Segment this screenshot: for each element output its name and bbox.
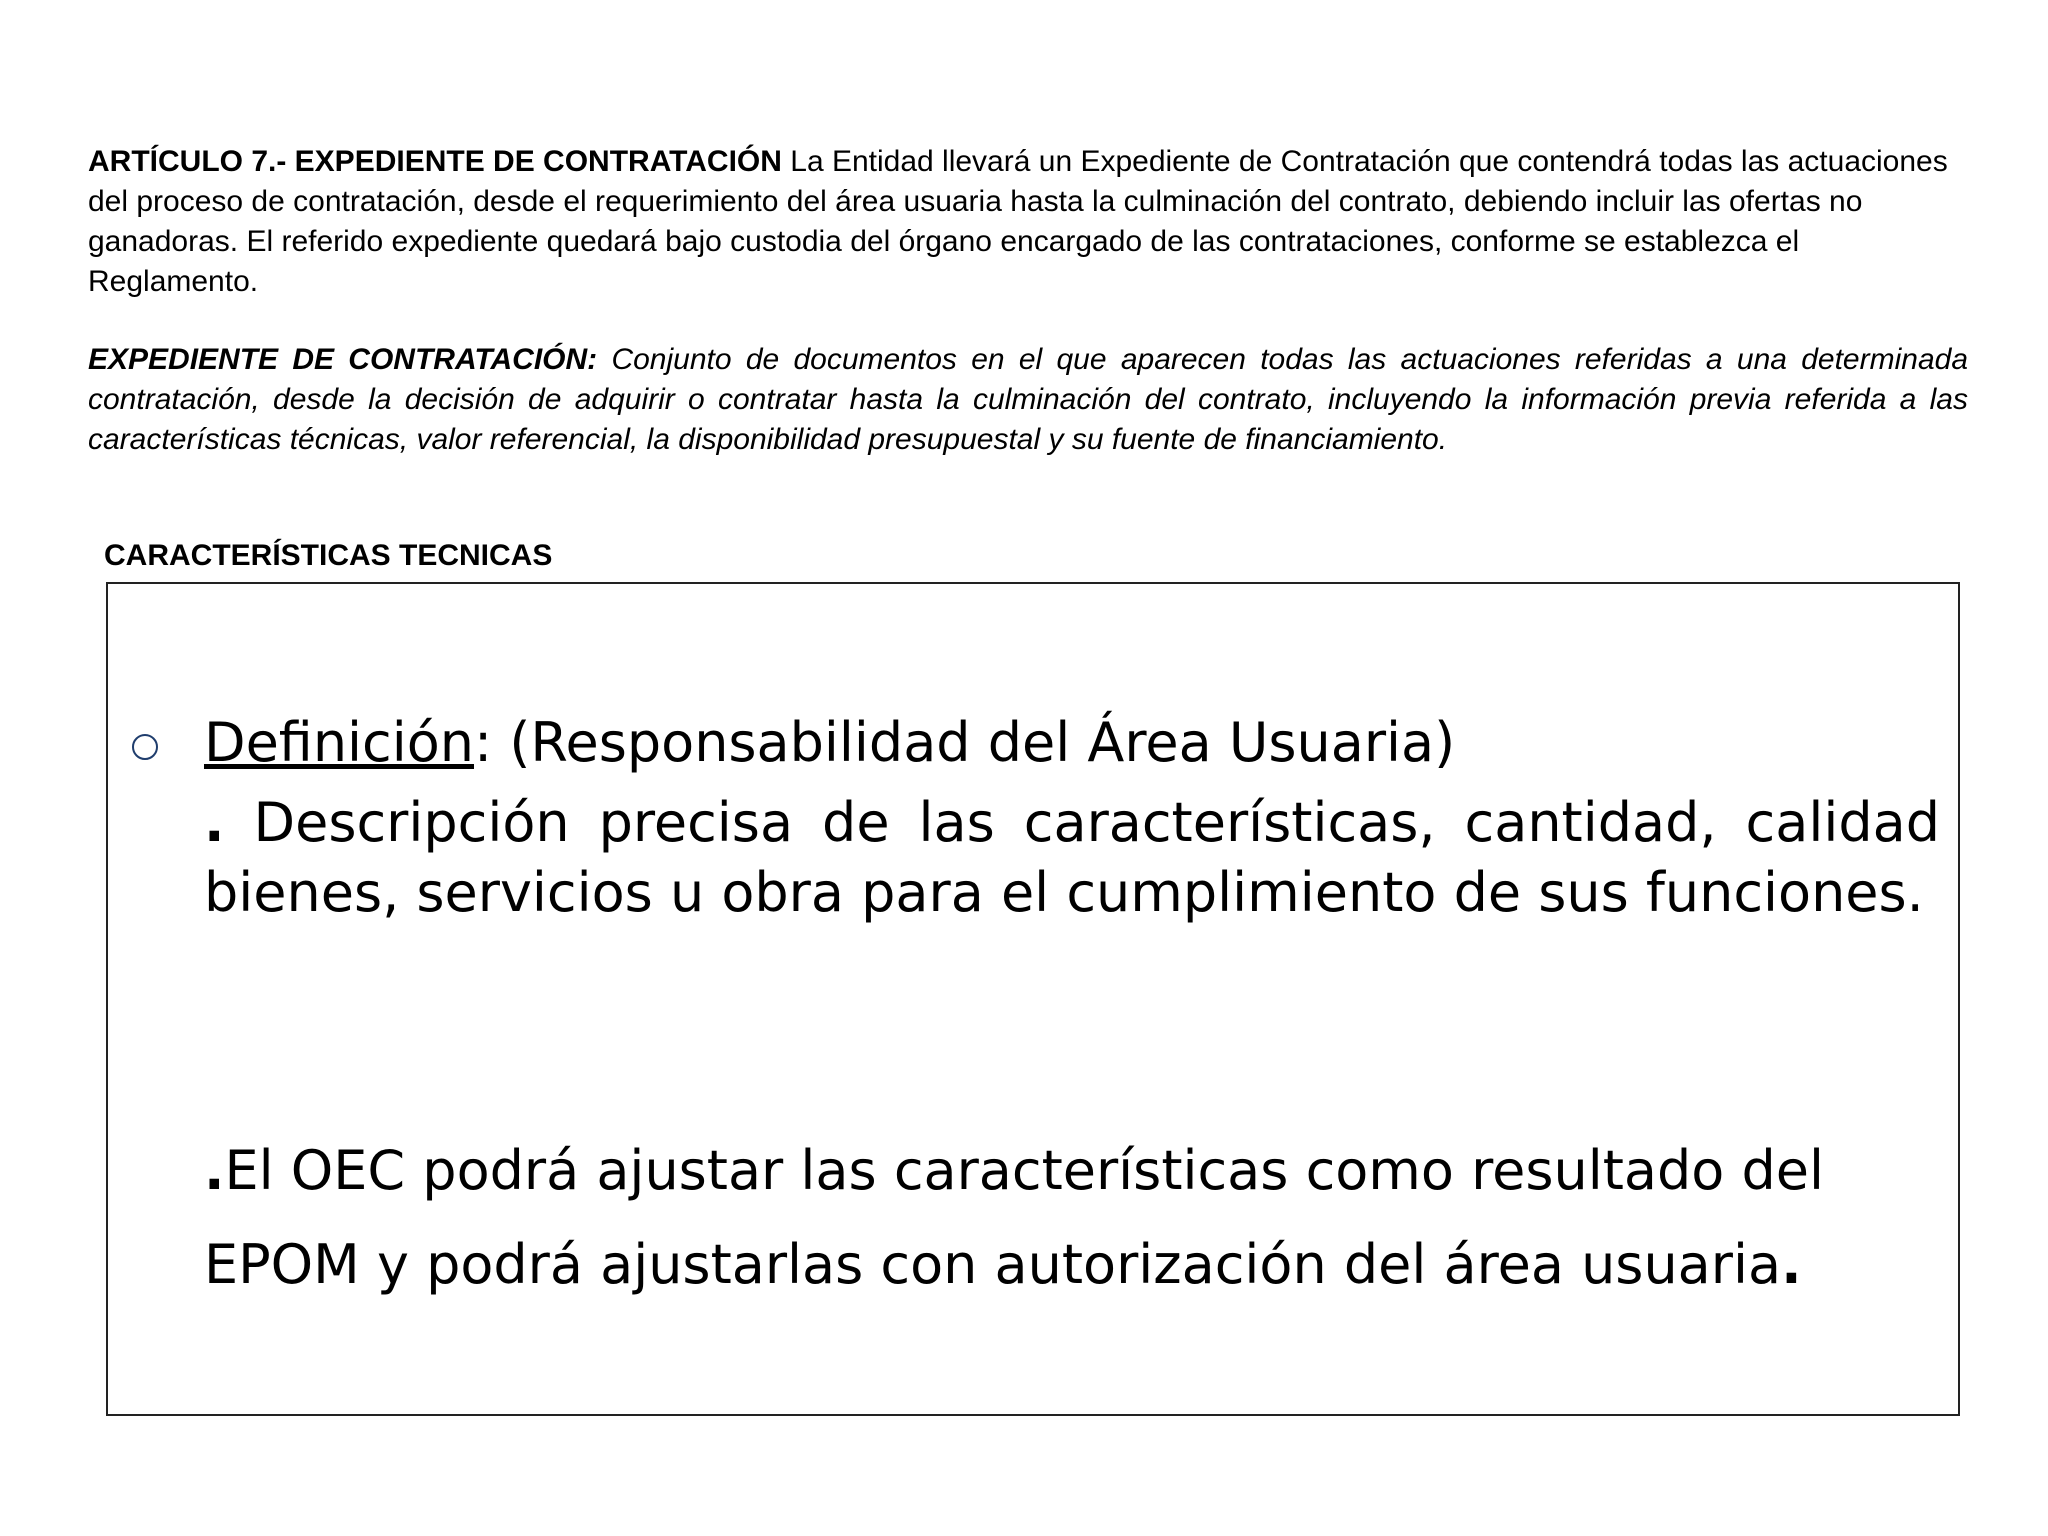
definition-paragraph <box>88 340 1968 460</box>
article-paragraph <box>88 142 1968 302</box>
box-oec-text: El OEC podrá ajustar las características como resultado del EPOM y podrá ajustarlas con autorización del área usuaria <box>204 1139 1824 1296</box>
definition-text: Conjunto de documentos en el que aparecen todas las actuaciones referidas a una determinada contratación, desde la decisión de adquirir o contratar hasta la culminación del contrato, incluyendo la información previa referida a las características técnicas, valor referencial, la disponibilidad presupuestal y su fuente de financiamiento. <box>88 343 1968 456</box>
box-definition-line <box>204 708 1455 778</box>
article-heading: ARTÍCULO 7.- EXPEDIENTE DE CONTRATACIÓN <box>88 145 782 178</box>
box-description-dot: . <box>204 791 225 854</box>
section-heading: CARACTERÍSTICAS TECNICAS <box>104 539 553 572</box>
box-oec-end-dot: . <box>1781 1233 1802 1296</box>
box-description <box>204 788 1940 928</box>
box-definition-term: Definición <box>204 711 474 774</box>
hollow-circle-bullet-icon <box>132 734 158 760</box>
article-body: La Entidad llevará un Expediente de Contratación que contendrá todas las actuaciones del proceso de contratación, desde el requerimiento del área usuaria hasta la culminación del contrato, debiendo incluir las ofertas no ganadoras. El referido expediente quedará bajo custodia del órgano encargado de las contrataciones, conforme se establezca el Reglamento. <box>88 145 1948 298</box>
characteristics-box <box>106 582 1960 1416</box>
box-description-text: Descripción precisa de las características, cantidad, calidad bienes, servicios u obra para el cumplimiento de sus funciones. <box>204 791 1940 924</box>
box-oec-statement <box>204 1124 1956 1312</box>
box-definition-rest: : (Responsabilidad del Área Usuaria) <box>474 711 1456 774</box>
box-oec-dot: . <box>204 1139 225 1202</box>
definition-term: EXPEDIENTE DE CONTRATACIÓN: <box>88 343 598 376</box>
